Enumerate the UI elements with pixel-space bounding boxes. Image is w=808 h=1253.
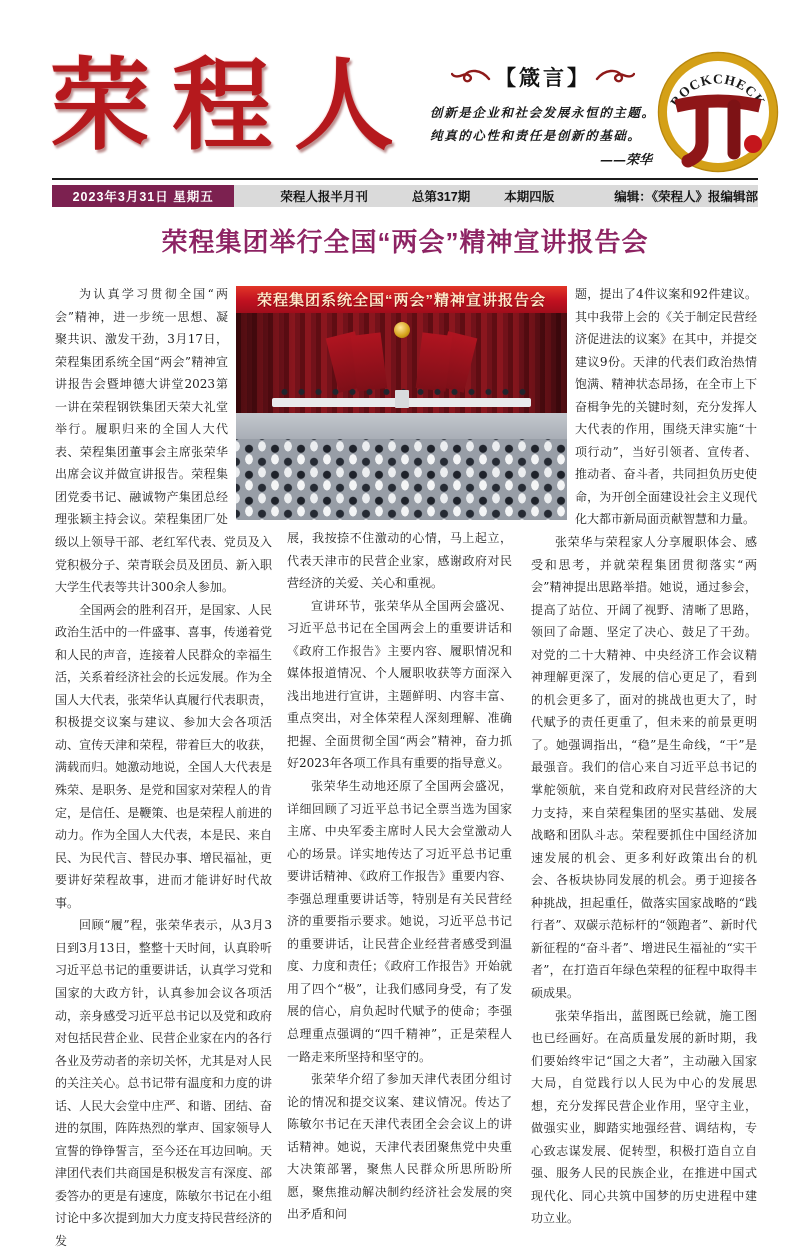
article-column-right	[531, 283, 757, 1226]
photo-wrap-spacer	[228, 283, 272, 528]
logo-red-dot	[744, 135, 762, 153]
gold-emblem-icon	[394, 322, 410, 338]
audience-rows	[236, 439, 567, 520]
paragraph: 展，我按捺不住激动的心情，马上起立，代表天津市的民营企业家，感谢政府对民营经济的关爱、关心和重视。	[287, 531, 512, 591]
issue-number: 总第317期	[411, 190, 471, 204]
issue-date: 2023年3月31日 星期五	[52, 185, 234, 207]
motto-line-1: 创新是企业和社会发展永恒的主题。	[430, 105, 656, 120]
article-column-left	[55, 283, 272, 1248]
motto-box	[430, 62, 656, 174]
rockcheck-logo-text: ROCKCHECK	[667, 71, 769, 110]
edition-pages: 本期四版	[504, 190, 555, 204]
paragraph: 张荣华生动地还原了全国两会盛况，详细回顾了习近平总书记全票当选为国家主席、中央军委主席时人民大会堂激动人心的场景。详实地传达了习近平总书记重要讲话精神、《政府工作报告》重要内容、李强总理重要讲话等，特别是有关民营经济的重要指示要求。她说，习近平总书记的重要讲话，让民营企业经营者感受到温度、力度和责任；《政府工作报告》开始就用了四个“极”，让我们感同身受，有了发展的信心，肩负起时代赋予的使命；李强总理重点强调的“四千精神”，正是荣程人一路走来所坚持和坚守的。	[287, 779, 512, 1064]
paragraph: 全国两会的胜利召开，是国家、人民政治生活中的一件盛事、喜事，传递着党和人民的声音，连接着人民群众的幸福生活，关系着经济社会的长远发展。作为全国人大代表，张荣华认真履行代表职责，积极提交议案与建议、参加大会各项活动、宣传天津和荣程，带着巨大的收获，满载而归。她激动地说，全国人大代表是殊荣、是职务、是党和国家对荣程人的肯定，是信任、是鞭策、也是荣程人前进的动力。作为全国人大代表，本是民、来自民、为民代言、替民办事、增民福祉，更要讲好荣程故事，进而才能讲好时代故事。	[55, 602, 272, 910]
flourish-left-icon	[451, 67, 491, 87]
lectern	[395, 390, 409, 408]
masthead-divider	[52, 178, 758, 180]
flourish-right-icon	[595, 67, 635, 87]
newspaper-title: 荣程人	[50, 46, 416, 164]
meeting-photo	[236, 286, 567, 520]
photo-banner-text: 荣程集团系统全国“两会”精神宣讲报告会	[256, 292, 546, 309]
photo-banner	[236, 286, 567, 313]
rockcheck-logo	[656, 50, 780, 174]
paragraph: 张荣华与荣程家人分享履职体会、感受和思考，并就荣程集团贯彻落实“两会”精神提出思路举措。她说，通过参会，提高了站位、开阔了视野、清晰了思路，领回了命题、坚定了决心、鼓足了干劲。对党的二十大精神、中央经济工作会议精神理解更深了，发展的信心更足了，看到的机会更多了，面对的挑战也更大了，时代赋予的责任更重了，但未来的前景更明了。她强调指出，“稳”是生命线，“干”是最强音。我们的信心来自习近平总书记的掌舵领航，来自党和政府对民营经济的大力支持，来自荣程集团的坚实基础、发展战略和团队斗志。荣程要抓住中国经济加速发展的机会、更多利好政策出台的机会、各板块协同发展的机会。勇于迎接各种挑战，担起重任，做落实国家战略的“践行者”、双碳示范标杆的“领跑者”、新时代新征程的“奋斗者”、增进民生福祉的“实干者”，在打造百年绿色荣程的征程中取得丰硕成果。	[531, 535, 757, 1000]
publication-name: 荣程人报半月刊	[280, 190, 368, 204]
paragraph: 为认真学习贯彻全国“两会”精神，进一步统一思想、凝聚共识、激发干劲，3月17日，荣程集团系统全国“两会”精神宣讲报告会暨坤德大讲堂2023第一讲在荣程钢铁集团天荣大礼堂举行。履职归来的全国人大代表、荣程集团董事会主席张荣华出席会议并做宣讲报告。荣程集团党委书记、融诚物产集团总经理张颖主持会议。荣程集团厂处级以上领导干部、老红军代表、党员及入党积极分子、荣青联会员及团员、新入职大学生代表等共计300余人参加。	[55, 287, 272, 595]
paragraph: 张荣华介绍了参加天津代表团分组讨论的情况和提交议案、建议情况。传达了陈敏尔书记在天津代表团全会会议上的讲话精神。她说，天津代表团聚焦党中央重大决策部署，聚焦人民群众所思所盼所愿，聚焦推动解决制约经济社会发展的突出矛盾和问	[287, 1072, 512, 1222]
photo-wrap-spacer	[531, 283, 575, 528]
article-column-middle	[287, 527, 512, 1222]
editor-credit: 编辑：《荣程人》报编辑部	[614, 190, 758, 204]
paragraph: 回顾“履”程，张荣华表示，从3月3日到3月13日，整整十天时间，认真聆听习近平总书记的重要讲话，认真学习党和国家的大政方针，认真参加会议各项活动，亲身感受习近平总书记以及党和政府对包括民营企业、民营企业家在内的各行各业及劳动者的亲切关怀，尤其是对人民的关注关心。总书记带有温度和力度的讲话、人民大会堂中庄严、和谐、团结、奋进的氛围，阵阵热烈的掌声、国家领导人宣誓的铮铮誓言，至今还在耳边回响。天津团代表们共商国是积极发言有深度、部委答办的更是有速度，陈敏尔书记在小组讨论中多次提到加大力度支持民营经济的发	[55, 918, 272, 1248]
article-headline: 荣程集团举行全国“两会”精神宣讲报告会	[161, 227, 649, 257]
paragraph: 宣讲环节，张荣华从全国两会盛况、习近平总书记在全国两会上的重要讲话和《政府工作报告》主要内容、履职情况和媒体报道情况、个人履职收获等方面深入浅出地进行宣讲，主题鲜明、内容丰富、重点突出，对全体荣程人深刻理解、准确把握、全面贯彻全国“两会”精神，奋力抓好2023年各项工作具有重要的指导意义。	[287, 598, 512, 771]
info-bar	[52, 185, 758, 207]
stage-floor	[236, 413, 567, 439]
paragraph: 题，提出了4件议案和92件建议。其中我带上会的《关于制定民营经济促进法的议案》在其中，并提交建议9份。天津的代表们政治热情饱满、精神状态昂扬，在全市上下奋楫争先的关键时刻，充分发挥人大代表的作用，围绕天津实施“十项行动”，当好引领者、宣传者、推动者、奋斗者，共同担负历史使命，为开创全面建设社会主义现代化大都市新局面贡献智慧和力量。	[575, 287, 757, 527]
paragraph: 张荣华指出，蓝图既已绘就，施工图也已经画好。在高质量发展的新时期，我们要始终牢记“国之大者”，主动融入国家大局，自觉践行以人民为中心的发展思想，充分发挥民营企业作用，坚守主业，做强实业，脚踏实地强经营、调结构，专心致志谋发展、促转型，积极打造自立自强、服务人民的民族企业，在推进中国式现代化、同心共筑中国梦的历史进程中建功立业。	[531, 1008, 757, 1226]
motto-title: 【箴言】	[495, 65, 591, 90]
motto-line-2: 纯真的心性和责任是创新的基础。	[430, 128, 642, 143]
motto-signature: ——荣华	[599, 153, 652, 168]
